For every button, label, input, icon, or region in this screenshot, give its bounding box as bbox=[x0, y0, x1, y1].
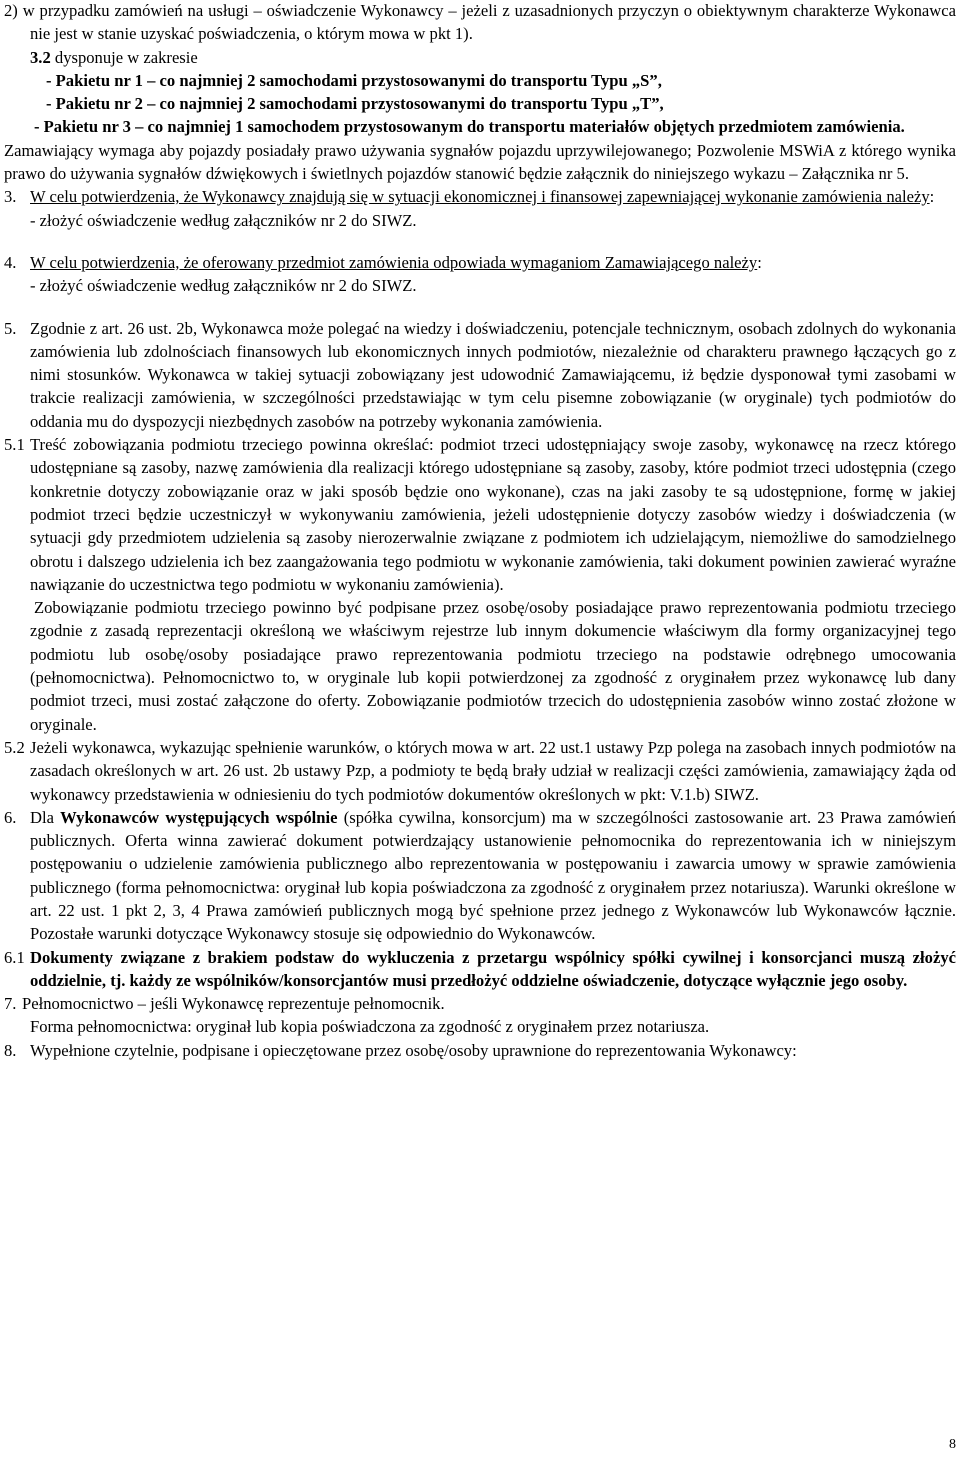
section-5-2-third-parties bbox=[4, 736, 956, 806]
colon: : bbox=[757, 252, 762, 272]
section-4-conformity bbox=[4, 251, 956, 274]
section-text: Treść zobowiązania podmiotu trzeciego powinna określać: podmiot trzeci udostępniający swoje zasoby, wykonawcę na rzecz którego udostępniane są zasoby, nazwę zamówienia dla realizacji którego udostępniane są zasoby, zasoby, które podmiot trzeci udostępnia (czego konkretnie dotyczy zobowiązanie oraz w jaki sposób będzie ono wykonane), czas na jaki zasoby te są udostępnione, formę w jakiej podmiot trzeci będzie uczestniczył w wykonywaniu zamówienia, jeżeli udostępnienie dotyczy zasobów wiedzy i doświadczenia (w sytuacji gdy przedmiotem udzielenia są zasoby nierozerwalnie związane z podmiotem ich udzielającym, niemożliwe do samodzielnego obrotu i dalszego udzielenia ich bez zaangażowania tego podmiotu w wykonanie zamówienia, taki dokument powinien zawierać wyraźne nawiązanie do uczestnictwa tego podmiotu w wykonaniu zamówienia). bbox=[30, 435, 956, 594]
section-number: 3. bbox=[4, 187, 17, 207]
section-number: 8. bbox=[4, 1040, 17, 1060]
section-number: 7. bbox=[4, 994, 17, 1014]
spacer bbox=[4, 298, 956, 317]
document-page bbox=[4, 0, 956, 1062]
section-number: 5.2 bbox=[4, 737, 25, 757]
section-6-1-exclusion-documents bbox=[4, 946, 956, 993]
section-underlined-text: W celu potwierdzenia, że Wykonawcy znajdują się w sytuacji ekonomicznej i finansowej zapewniającej wykonanie zamówienia należy bbox=[30, 187, 930, 207]
section-number: 5. bbox=[4, 318, 17, 338]
pakiet-2-requirement: - Pakietu nr 2 – co najmniej 2 samochodami przystosowanymi do transportu Typu „T”, bbox=[46, 94, 664, 114]
section-3-statement: - złożyć oświadczenie według załączników nr 2 do SIWZ. bbox=[30, 210, 417, 230]
section-text-bold: Dokumenty związane z brakiem podstaw do wykluczenia z przetargu wspólnicy spółki cywilnej i konsorcjanci muszą złożyć oddzielnie, tj. każdy ze wspólników/konsorcjantów musi przedłożyć oddzielne oświadczenie, dotyczące wyłącznie jego osoby. bbox=[30, 947, 956, 990]
section-5-1-commitment-signature: Zobowiązanie podmiotu trzeciego powinno być podpisane przez osobę/osoby posiadające prawo reprezentowania podmiotu trzeciego zgodnie z zasadą reprezentacji określoną we właściwym rejestrze lub innym dokumencie właściwym dla formy organizacyjnej tego podmiotu lub osobę/osoby posiadające prawo reprezentowania podmiotu trzeciego na podstawie odrębnego umocowania (pełnomocnictwa). Pełnomocnictwo to, w oryginale lub kopii potwierdzonej za zgodność z oryginałem przez wykonawcę lub dany podmiot trzeci, musi zostać załączone do oferty. Zobowiązanie podmiotów trzecich do udostępnienia zasobów winno zostać złożone w oryginale. bbox=[30, 598, 956, 734]
vehicle-signals-note: Zamawiający wymaga aby pojazdy posiadały prawo używania sygnałów pojazdu uprzywilejowanego; Pozwolenie MSWiA z którego wynika prawo do używania sygnałów dźwiękowych i świetlnych pojazdów stanowić będzie załącznik do niniejszego wykazu – Załącznika nr 5. bbox=[4, 140, 956, 184]
paragraph-2-poswiadczenie: 2) w przypadku zamówień na usługi – oświadczenie Wykonawcy – jeżeli z uzasadnionych przyczyn o obiektywnym charakterze Wykonawca nie jest w stanie uzyskać poświadczenia, o którym mowa w pkt 1). bbox=[4, 1, 956, 44]
section-text: Pełnomocnictwo – jeśli Wykonawcę reprezentuje pełnomocnik. bbox=[22, 994, 445, 1014]
section-text: Zgodnie z art. 26 ust. 2b, Wykonawca może polegać na wiedzy i doświadczeniu, potencjale technicznym, osobach zdolnych do wykonania zamówienia lub zdolnościach finansowych lub ekonomicznych innych podmiotów, niezależnie od charakteru prawnego łączących go z nimi stosunków. Wykonawca w takiej sytuacji zobowiązany jest udowodnić Zamawiającemu, iż będzie dysponował tymi zasobami w trakcie realizacji zamówienia, w szczególności przedstawiając w tym celu pisemne zobowiązanie (w oryginale) tych podmiotów do oddania mu do dyspozycji niezbędnych zasobów na potrzeby wykonania zamówienia. bbox=[30, 318, 956, 431]
section-number: 4. bbox=[4, 252, 17, 272]
section-number: 3.2 bbox=[30, 47, 51, 67]
section-number: 6. bbox=[4, 807, 17, 827]
section-text-pre: Dla bbox=[30, 807, 61, 827]
section-number: 6.1 bbox=[4, 947, 25, 967]
section-7-form: Forma pełnomocnictwa: oryginał lub kopia poświadczona za zgodność z oryginałem przez notariusza. bbox=[30, 1017, 710, 1037]
section-3-financial bbox=[4, 185, 956, 208]
section-5-1-commitment bbox=[4, 433, 956, 596]
colon: : bbox=[929, 187, 935, 207]
section-8-signature bbox=[4, 1039, 956, 1062]
section-number: 5.1 bbox=[4, 435, 25, 455]
pakiet-3-requirement: - Pakietu nr 3 – co najmniej 1 samochodem przystosowanym do transportu materiałów objętych przedmiotem zamówienia. bbox=[34, 117, 905, 137]
section-text: Wypełnione czytelnie, podpisane i opieczętowane przez osobę/osoby uprawnione do reprezentowania Wykonawcy: bbox=[30, 1040, 797, 1060]
section-6-joint-contractors bbox=[4, 806, 956, 946]
section-text: Jeżeli wykonawca, wykazując spełnienie warunków, o których mowa w art. 22 ust.1 ustawy Pzp polega na zasobach innych podmiotów na zasadach określonych w art. 26 ust. 2b ustawy Pzp, a podmioty te będą brały udział w realizacji części zamówienia, zamawiający żąda od wykonawcy przedstawienia w odniesieniu do tych podmiotów dokumentów określonych w pkt: V.1.b) SIWZ. bbox=[30, 737, 956, 804]
page-number: 8 bbox=[949, 1437, 956, 1452]
section-underlined-text: W celu potwierdzenia, że oferowany przedmiot zamówienia odpowiada wymaganiom Zamawiającego należy bbox=[30, 252, 758, 272]
section-4-statement: - złożyć oświadczenie według załączników nr 2 do SIWZ. bbox=[30, 276, 417, 296]
section-7-power-of-attorney bbox=[4, 992, 956, 1015]
section-text-post: (spółka cywilna, konsorcjum) ma w szczególności zastosowanie art. 23 Prawa zamówień publicznych. Oferta winna zawierać dokument potwierdzający ustanowienie pełnomocnika do reprezentowania ich w niniejszym postępowaniu o udzielenie zamówienia publicznego albo reprezentowania w postępowaniu i zawarcia umowy w sprawie zamówienia publicznego (forma pełnomocnictwa: oryginał lub kopia poświadczona za zgodność z oryginałem przez notariusza). Warunki określone w art. 22 ust. 1 pkt 2, 3, 4 Prawa zamówień publicznych mogą być spełnione przez jednego z Wykonawców lub Wykonawców łącznie. Pozostałe warunki dotyczące Wykonawcy stosuje się odpowiednio do Wykonawców. bbox=[30, 807, 956, 944]
section-5-resources bbox=[4, 317, 956, 433]
section-intro-text: dysponuje w zakresie bbox=[50, 47, 198, 67]
section-3-2-intro bbox=[4, 46, 956, 69]
spacer bbox=[4, 232, 956, 251]
section-text-bold: Wykonawców występujących wspólnie bbox=[60, 807, 338, 827]
pakiet-1-requirement: - Pakietu nr 1 – co najmniej 2 samochodami przystosowanymi do transportu Typu „S”, bbox=[46, 70, 662, 90]
